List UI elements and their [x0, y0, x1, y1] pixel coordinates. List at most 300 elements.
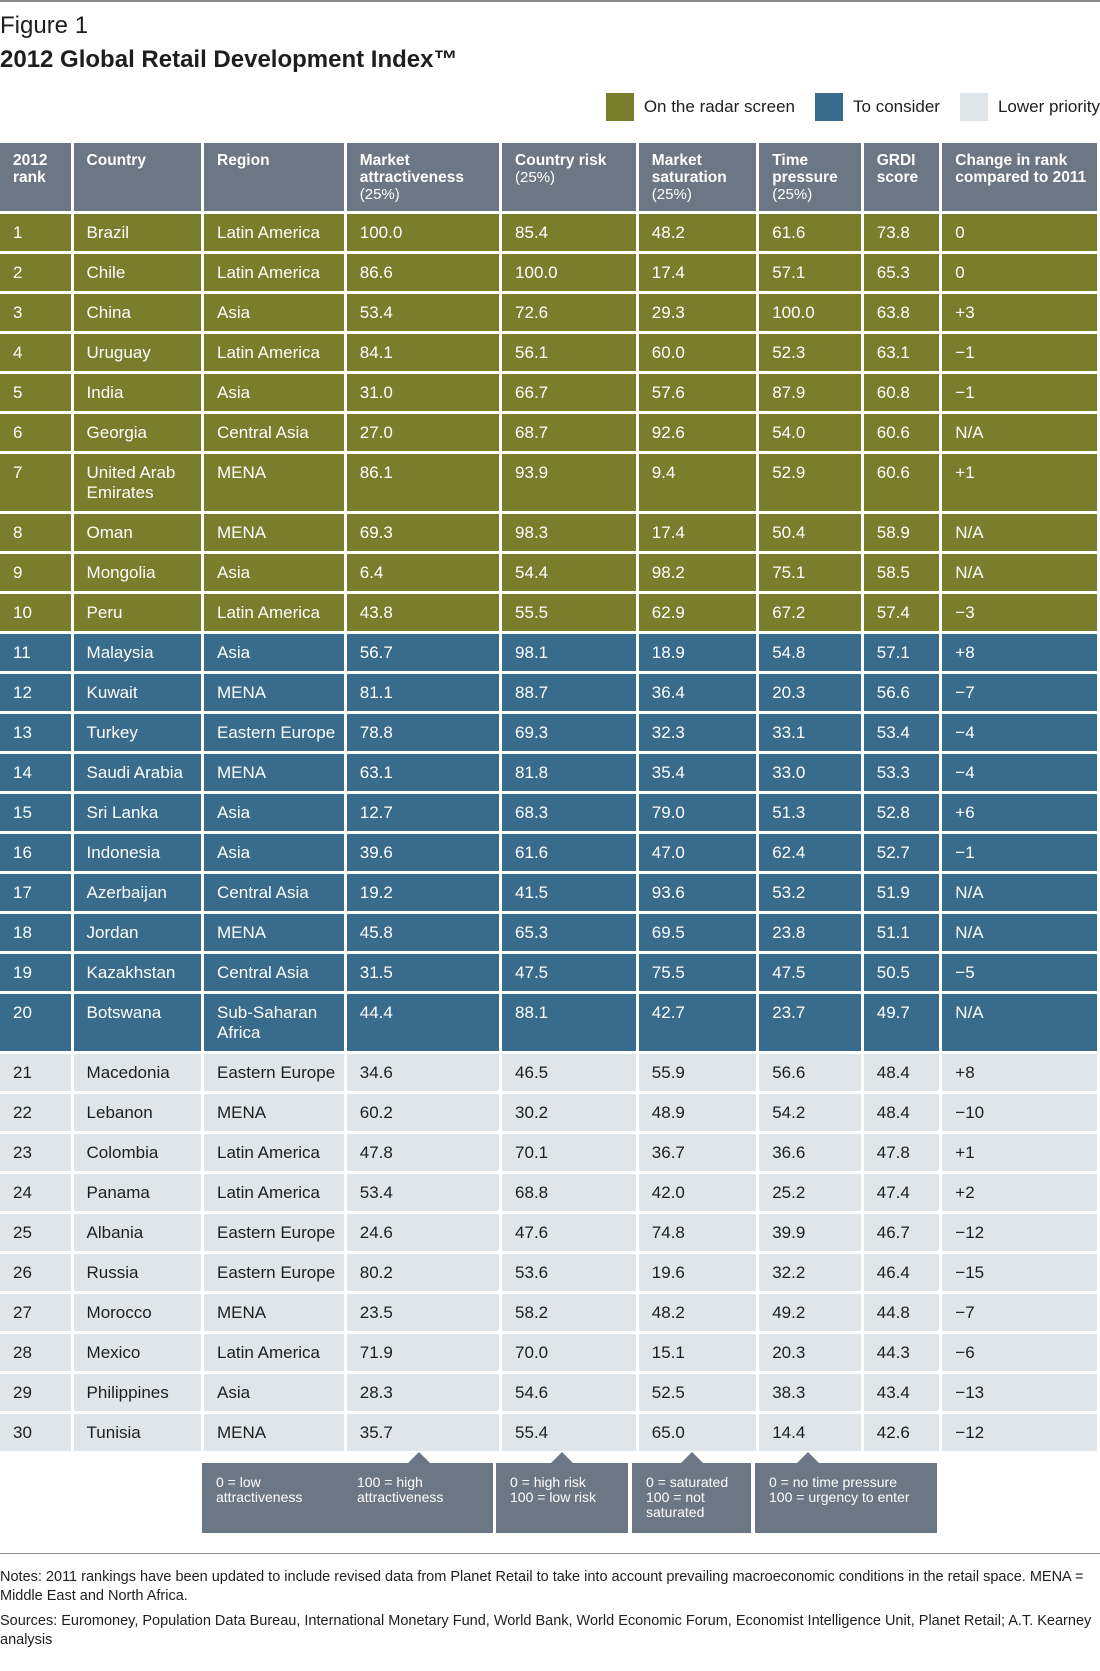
cell-country: Tunisia: [74, 1414, 201, 1451]
cell-time-pressure: 54.2: [759, 1094, 861, 1131]
legend-label-radar: On the radar screen: [643, 97, 796, 116]
cell-time-pressure: 52.9: [759, 454, 861, 511]
cell-rank-change: −4: [942, 754, 1097, 791]
cell-rank-change: +8: [942, 634, 1097, 671]
cell-time-pressure: 62.4: [759, 834, 861, 871]
table-row: [0, 454, 1097, 511]
cell-rank-change: −13: [942, 1374, 1097, 1411]
cell-region: MENA: [204, 454, 344, 511]
cell-country: Brazil: [74, 214, 201, 251]
cell-time-pressure: 23.8: [759, 914, 861, 951]
grdi-table: [0, 140, 1100, 1454]
cell-time-pressure: 20.3: [759, 1334, 861, 1371]
cell-grdi-score: 57.1: [864, 634, 940, 671]
cell-grdi-score: 42.6: [864, 1414, 940, 1451]
cell-rank: 28: [0, 1334, 71, 1371]
cell-country: Lebanon: [74, 1094, 201, 1131]
cell-region: Asia: [204, 1374, 344, 1411]
cell-grdi-score: 60.8: [864, 374, 940, 411]
cell-market-saturation: 48.9: [639, 1094, 756, 1131]
cell-rank: 17: [0, 874, 71, 911]
header-market-saturation-label: Market saturation: [651, 152, 727, 186]
cell-time-pressure: 57.1: [759, 254, 861, 291]
cell-market-attractiveness: 35.7: [347, 1414, 499, 1451]
cell-time-pressure: 75.1: [759, 554, 861, 591]
cell-rank: 10: [0, 594, 71, 631]
cell-country-risk: 68.8: [502, 1174, 636, 1211]
header-change: Change in rank compared to 2011: [942, 143, 1097, 211]
cell-grdi-score: 52.8: [864, 794, 940, 831]
cell-market-saturation: 48.2: [639, 1294, 756, 1331]
cell-country: Jordan: [74, 914, 201, 951]
cell-market-saturation: 93.6: [639, 874, 756, 911]
cell-region: Central Asia: [204, 414, 344, 451]
cell-rank-change: N/A: [942, 554, 1097, 591]
cell-rank: 15: [0, 794, 71, 831]
cell-rank-change: +6: [942, 794, 1097, 831]
cell-time-pressure: 54.8: [759, 634, 861, 671]
sources-text: Sources: Euromoney, Population Data Bureau, International Monetary Fund, World Bank, World Economic Forum, Economist Intelligence Unit, Planet Retail; A.T. Kearney analysis: [0, 1613, 1092, 1648]
cell-rank-change: +1: [942, 1134, 1097, 1171]
cell-rank: 20: [0, 994, 71, 1051]
cell-country: Chile: [74, 254, 201, 291]
table-row: [0, 1294, 1097, 1331]
cell-time-pressure: 54.0: [759, 414, 861, 451]
cell-market-saturation: 36.7: [639, 1134, 756, 1171]
time-none-note: 0 = no time pressure: [769, 1474, 898, 1490]
saturation-scale-note: [632, 1463, 751, 1533]
cell-market-saturation: 42.7: [639, 994, 756, 1051]
cell-market-saturation: 55.9: [639, 1054, 756, 1091]
legend-swatch-consider: [815, 93, 843, 121]
table-row: [0, 1094, 1097, 1131]
cell-rank: 22: [0, 1094, 71, 1131]
cell-market-attractiveness: 53.4: [347, 1174, 499, 1211]
cell-market-saturation: 35.4: [639, 754, 756, 791]
cell-country: Morocco: [74, 1294, 201, 1331]
cell-region: MENA: [204, 1094, 344, 1131]
cell-grdi-score: 58.9: [864, 514, 940, 551]
cell-rank: 19: [0, 954, 71, 991]
attractiveness-scale-note: [202, 1463, 493, 1533]
cell-grdi-score: 60.6: [864, 454, 940, 511]
cell-grdi-score: 44.3: [864, 1334, 940, 1371]
cell-grdi-score: 60.6: [864, 414, 940, 451]
cell-market-saturation: 48.2: [639, 214, 756, 251]
cell-country: China: [74, 294, 201, 331]
cell-grdi-score: 56.6: [864, 674, 940, 711]
table-row: [0, 794, 1097, 831]
cell-country-risk: 70.1: [502, 1134, 636, 1171]
table-row: [0, 874, 1097, 911]
cell-rank-change: −12: [942, 1214, 1097, 1251]
cell-region: Central Asia: [204, 874, 344, 911]
table-row: [0, 414, 1097, 451]
cell-market-attractiveness: 24.6: [347, 1214, 499, 1251]
cell-market-attractiveness: 12.7: [347, 794, 499, 831]
cell-rank-change: +3: [942, 294, 1097, 331]
cell-rank-change: N/A: [942, 414, 1097, 451]
risk-note-caret: [551, 1452, 573, 1463]
cell-grdi-score: 57.4: [864, 594, 940, 631]
cell-country-risk: 68.3: [502, 794, 636, 831]
cell-rank: 18: [0, 914, 71, 951]
legend-swatch-lower: [960, 93, 988, 121]
cell-market-attractiveness: 28.3: [347, 1374, 499, 1411]
table-row: [0, 1374, 1097, 1411]
cell-rank: 23: [0, 1134, 71, 1171]
top-rule: [0, 0, 1100, 2]
cell-country-risk: 65.3: [502, 914, 636, 951]
cell-country: Panama: [74, 1174, 201, 1211]
cell-country-risk: 98.3: [502, 514, 636, 551]
cell-rank: 16: [0, 834, 71, 871]
cell-market-attractiveness: 81.1: [347, 674, 499, 711]
time-urgent-note: 100 = urgency to enter: [769, 1489, 910, 1505]
cell-market-attractiveness: 86.1: [347, 454, 499, 511]
cell-region: Eastern Europe: [204, 1254, 344, 1291]
cell-market-attractiveness: 86.6: [347, 254, 499, 291]
cell-rank-change: +8: [942, 1054, 1097, 1091]
cell-time-pressure: 38.3: [759, 1374, 861, 1411]
cell-country: United Arab Emirates: [74, 454, 201, 511]
cell-rank-change: −10: [942, 1094, 1097, 1131]
cell-region: Central Asia: [204, 954, 344, 991]
cell-region: MENA: [204, 514, 344, 551]
cell-country: Mexico: [74, 1334, 201, 1371]
cell-region: Latin America: [204, 1334, 344, 1371]
cell-country-risk: 88.7: [502, 674, 636, 711]
cell-country: Saudi Arabia: [74, 754, 201, 791]
cell-time-pressure: 47.5: [759, 954, 861, 991]
cell-market-saturation: 69.5: [639, 914, 756, 951]
legend-label-consider: To consider: [853, 97, 940, 116]
cell-rank: 3: [0, 294, 71, 331]
table-row: [0, 1134, 1097, 1171]
cell-grdi-score: 63.8: [864, 294, 940, 331]
cell-market-attractiveness: 43.8: [347, 594, 499, 631]
cell-grdi-score: 53.3: [864, 754, 940, 791]
attractiveness-high-note: 100 = high attractiveness: [357, 1474, 444, 1505]
cell-time-pressure: 56.6: [759, 1054, 861, 1091]
cell-rank: 25: [0, 1214, 71, 1251]
cell-rank: 27: [0, 1294, 71, 1331]
cell-country-risk: 61.6: [502, 834, 636, 871]
cell-grdi-score: 53.4: [864, 714, 940, 751]
cell-country: Mongolia: [74, 554, 201, 591]
cell-rank: 12: [0, 674, 71, 711]
table-row: [0, 1254, 1097, 1291]
cell-time-pressure: 33.1: [759, 714, 861, 751]
cell-country: Peru: [74, 594, 201, 631]
header-market-saturation-weight: (25%): [651, 186, 692, 203]
saturation-note-caret: [681, 1452, 703, 1463]
cell-grdi-score: 48.4: [864, 1094, 940, 1131]
cell-market-saturation: 79.0: [639, 794, 756, 831]
cell-region: MENA: [204, 754, 344, 791]
cell-rank: 1: [0, 214, 71, 251]
cell-region: Asia: [204, 554, 344, 591]
header-time-pressure: [759, 143, 861, 211]
cell-country-risk: 47.5: [502, 954, 636, 991]
cell-region: Latin America: [204, 334, 344, 371]
cell-market-attractiveness: 56.7: [347, 634, 499, 671]
table-row: [0, 754, 1097, 791]
cell-market-saturation: 32.3: [639, 714, 756, 751]
cell-market-attractiveness: 31.0: [347, 374, 499, 411]
cell-country-risk: 68.7: [502, 414, 636, 451]
time-scale-note: [755, 1463, 937, 1533]
cell-time-pressure: 52.3: [759, 334, 861, 371]
cell-country-risk: 81.8: [502, 754, 636, 791]
table-row: [0, 594, 1097, 631]
cell-market-saturation: 60.0: [639, 334, 756, 371]
cell-country: Macedonia: [74, 1054, 201, 1091]
cell-time-pressure: 33.0: [759, 754, 861, 791]
cell-rank-change: −5: [942, 954, 1097, 991]
cell-region: MENA: [204, 1294, 344, 1331]
figure-title: 2012 Global Retail Development Index™: [0, 46, 458, 73]
cell-region: Asia: [204, 374, 344, 411]
cell-grdi-score: 48.4: [864, 1054, 940, 1091]
risk-scale-note: [496, 1463, 628, 1533]
cell-time-pressure: 14.4: [759, 1414, 861, 1451]
footer-notes: [0, 1568, 1100, 1656]
cell-market-saturation: 65.0: [639, 1414, 756, 1451]
table-row: [0, 1334, 1097, 1371]
cell-market-saturation: 42.0: [639, 1174, 756, 1211]
cell-market-attractiveness: 34.6: [347, 1054, 499, 1091]
cell-rank-change: −7: [942, 674, 1097, 711]
cell-rank-change: −6: [942, 1334, 1097, 1371]
cell-country-risk: 100.0: [502, 254, 636, 291]
risk-high-note: 0 = high risk: [510, 1474, 586, 1490]
header-row: [0, 143, 1097, 211]
cell-market-saturation: 15.1: [639, 1334, 756, 1371]
cell-market-saturation: 52.5: [639, 1374, 756, 1411]
cell-country: Russia: [74, 1254, 201, 1291]
cell-market-saturation: 17.4: [639, 254, 756, 291]
cell-rank: 24: [0, 1174, 71, 1211]
cell-country-risk: 93.9: [502, 454, 636, 511]
cell-market-attractiveness: 19.2: [347, 874, 499, 911]
table-row: [0, 914, 1097, 951]
header-market-saturation: [639, 143, 756, 211]
cell-market-attractiveness: 27.0: [347, 414, 499, 451]
cell-market-saturation: 36.4: [639, 674, 756, 711]
cell-country: India: [74, 374, 201, 411]
header-region: Region: [204, 143, 344, 211]
cell-time-pressure: 23.7: [759, 994, 861, 1051]
cell-country: Uruguay: [74, 334, 201, 371]
header-market-attractiveness-label: Market attractiveness: [359, 152, 465, 186]
table-row: [0, 994, 1097, 1051]
saturation-not-note: 100 = not saturated: [646, 1489, 705, 1520]
header-grdi-score: GRDI score: [864, 143, 940, 211]
cell-region: Asia: [204, 294, 344, 331]
legend-item-radar: [606, 93, 795, 121]
table-row: [0, 674, 1097, 711]
cell-country: Malaysia: [74, 634, 201, 671]
cell-rank-change: 0: [942, 214, 1097, 251]
cell-country-risk: 30.2: [502, 1094, 636, 1131]
cell-rank: 4: [0, 334, 71, 371]
legend: [586, 92, 1100, 122]
cell-country-risk: 58.2: [502, 1294, 636, 1331]
cell-rank: 6: [0, 414, 71, 451]
cell-market-attractiveness: 63.1: [347, 754, 499, 791]
legend-item-lower: [960, 93, 1100, 121]
cell-time-pressure: 32.2: [759, 1254, 861, 1291]
cell-region: Asia: [204, 834, 344, 871]
cell-country: Botswana: [74, 994, 201, 1051]
cell-market-saturation: 17.4: [639, 514, 756, 551]
cell-time-pressure: 61.6: [759, 214, 861, 251]
header-country-risk-weight: (25%): [515, 169, 556, 186]
cell-market-saturation: 19.6: [639, 1254, 756, 1291]
header-country: Country: [74, 143, 201, 211]
cell-country: Oman: [74, 514, 201, 551]
cell-rank: 8: [0, 514, 71, 551]
cell-market-attractiveness: 6.4: [347, 554, 499, 591]
cell-grdi-score: 65.3: [864, 254, 940, 291]
cell-time-pressure: 36.6: [759, 1134, 861, 1171]
cell-rank-change: N/A: [942, 514, 1097, 551]
table-row: [0, 514, 1097, 551]
cell-time-pressure: 100.0: [759, 294, 861, 331]
cell-grdi-score: 73.8: [864, 214, 940, 251]
header-country-risk-label: Country risk: [515, 152, 607, 169]
cell-country: Georgia: [74, 414, 201, 451]
table-row: [0, 554, 1097, 591]
cell-region: Eastern Europe: [204, 1054, 344, 1091]
cell-country-risk: 41.5: [502, 874, 636, 911]
cell-rank-change: 0: [942, 254, 1097, 291]
cell-market-saturation: 75.5: [639, 954, 756, 991]
cell-time-pressure: 25.2: [759, 1174, 861, 1211]
header-country-risk: [502, 143, 636, 211]
risk-low-note: 100 = low risk: [510, 1489, 596, 1505]
cell-country: Kuwait: [74, 674, 201, 711]
cell-market-attractiveness: 47.8: [347, 1134, 499, 1171]
cell-region: Latin America: [204, 254, 344, 291]
header-market-attractiveness: [347, 143, 499, 211]
cell-grdi-score: 47.8: [864, 1134, 940, 1171]
cell-region: MENA: [204, 1414, 344, 1451]
table-row: [0, 214, 1097, 251]
cell-market-saturation: 47.0: [639, 834, 756, 871]
cell-grdi-score: 49.7: [864, 994, 940, 1051]
cell-time-pressure: 20.3: [759, 674, 861, 711]
table-row: [0, 1414, 1097, 1451]
cell-country-risk: 54.4: [502, 554, 636, 591]
cell-rank-change: N/A: [942, 994, 1097, 1051]
cell-rank-change: −15: [942, 1254, 1097, 1291]
cell-market-attractiveness: 39.6: [347, 834, 499, 871]
cell-time-pressure: 50.4: [759, 514, 861, 551]
figure-label: Figure 1: [0, 12, 89, 39]
header-time-pressure-label: Time pressure: [772, 152, 838, 186]
cell-rank: 5: [0, 374, 71, 411]
table-row: [0, 294, 1097, 331]
cell-region: Latin America: [204, 1174, 344, 1211]
cell-country-risk: 47.6: [502, 1214, 636, 1251]
cell-time-pressure: 49.2: [759, 1294, 861, 1331]
cell-country: Indonesia: [74, 834, 201, 871]
cell-country-risk: 55.4: [502, 1414, 636, 1451]
attractiveness-note-caret: [408, 1452, 430, 1463]
cell-grdi-score: 46.7: [864, 1214, 940, 1251]
cell-rank-change: −12: [942, 1414, 1097, 1451]
cell-market-saturation: 9.4: [639, 454, 756, 511]
cell-rank-change: −1: [942, 334, 1097, 371]
cell-grdi-score: 46.4: [864, 1254, 940, 1291]
cell-country-risk: 56.1: [502, 334, 636, 371]
cell-region: Eastern Europe: [204, 714, 344, 751]
cell-time-pressure: 53.2: [759, 874, 861, 911]
cell-grdi-score: 52.7: [864, 834, 940, 871]
notes-text: Notes: 2011 rankings have been updated to include revised data from Planet Retail to take into account prevailing macroeconomic conditions in the retail space. MENA = Middle East and North Africa.: [0, 1569, 1084, 1604]
table-row: [0, 714, 1097, 751]
cell-grdi-score: 43.4: [864, 1374, 940, 1411]
cell-market-attractiveness: 23.5: [347, 1294, 499, 1331]
cell-rank: 14: [0, 754, 71, 791]
cell-country-risk: 66.7: [502, 374, 636, 411]
cell-market-attractiveness: 53.4: [347, 294, 499, 331]
cell-rank: 30: [0, 1414, 71, 1451]
legend-label-lower: Lower priority: [997, 97, 1100, 116]
cell-time-pressure: 67.2: [759, 594, 861, 631]
cell-time-pressure: 39.9: [759, 1214, 861, 1251]
cell-country: Turkey: [74, 714, 201, 751]
header-time-pressure-weight: (25%): [772, 186, 813, 203]
cell-rank-change: −7: [942, 1294, 1097, 1331]
cell-region: Asia: [204, 634, 344, 671]
cell-rank-change: N/A: [942, 914, 1097, 951]
cell-region: Asia: [204, 794, 344, 831]
cell-country: Colombia: [74, 1134, 201, 1171]
table-row: [0, 1214, 1097, 1251]
table-row: [0, 1174, 1097, 1211]
cell-country-risk: 85.4: [502, 214, 636, 251]
cell-market-attractiveness: 78.8: [347, 714, 499, 751]
cell-rank: 29: [0, 1374, 71, 1411]
cell-rank: 9: [0, 554, 71, 591]
cell-rank: 7: [0, 454, 71, 511]
table-row: [0, 834, 1097, 871]
cell-grdi-score: 58.5: [864, 554, 940, 591]
cell-market-attractiveness: 100.0: [347, 214, 499, 251]
table-row: [0, 374, 1097, 411]
cell-country: Albania: [74, 1214, 201, 1251]
cell-market-attractiveness: 84.1: [347, 334, 499, 371]
cell-country-risk: 69.3: [502, 714, 636, 751]
cell-country-risk: 55.5: [502, 594, 636, 631]
cell-market-attractiveness: 60.2: [347, 1094, 499, 1131]
header-rank: 2012 rank: [0, 143, 71, 211]
table-row: [0, 254, 1097, 291]
cell-region: Eastern Europe: [204, 1214, 344, 1251]
cell-grdi-score: 51.1: [864, 914, 940, 951]
cell-country-risk: 70.0: [502, 1334, 636, 1371]
cell-country: Kazakhstan: [74, 954, 201, 991]
cell-country-risk: 72.6: [502, 294, 636, 331]
cell-rank-change: +1: [942, 454, 1097, 511]
cell-country-risk: 54.6: [502, 1374, 636, 1411]
cell-country: Sri Lanka: [74, 794, 201, 831]
cell-country-risk: 53.6: [502, 1254, 636, 1291]
header-market-attractiveness-weight: (25%): [359, 186, 400, 203]
